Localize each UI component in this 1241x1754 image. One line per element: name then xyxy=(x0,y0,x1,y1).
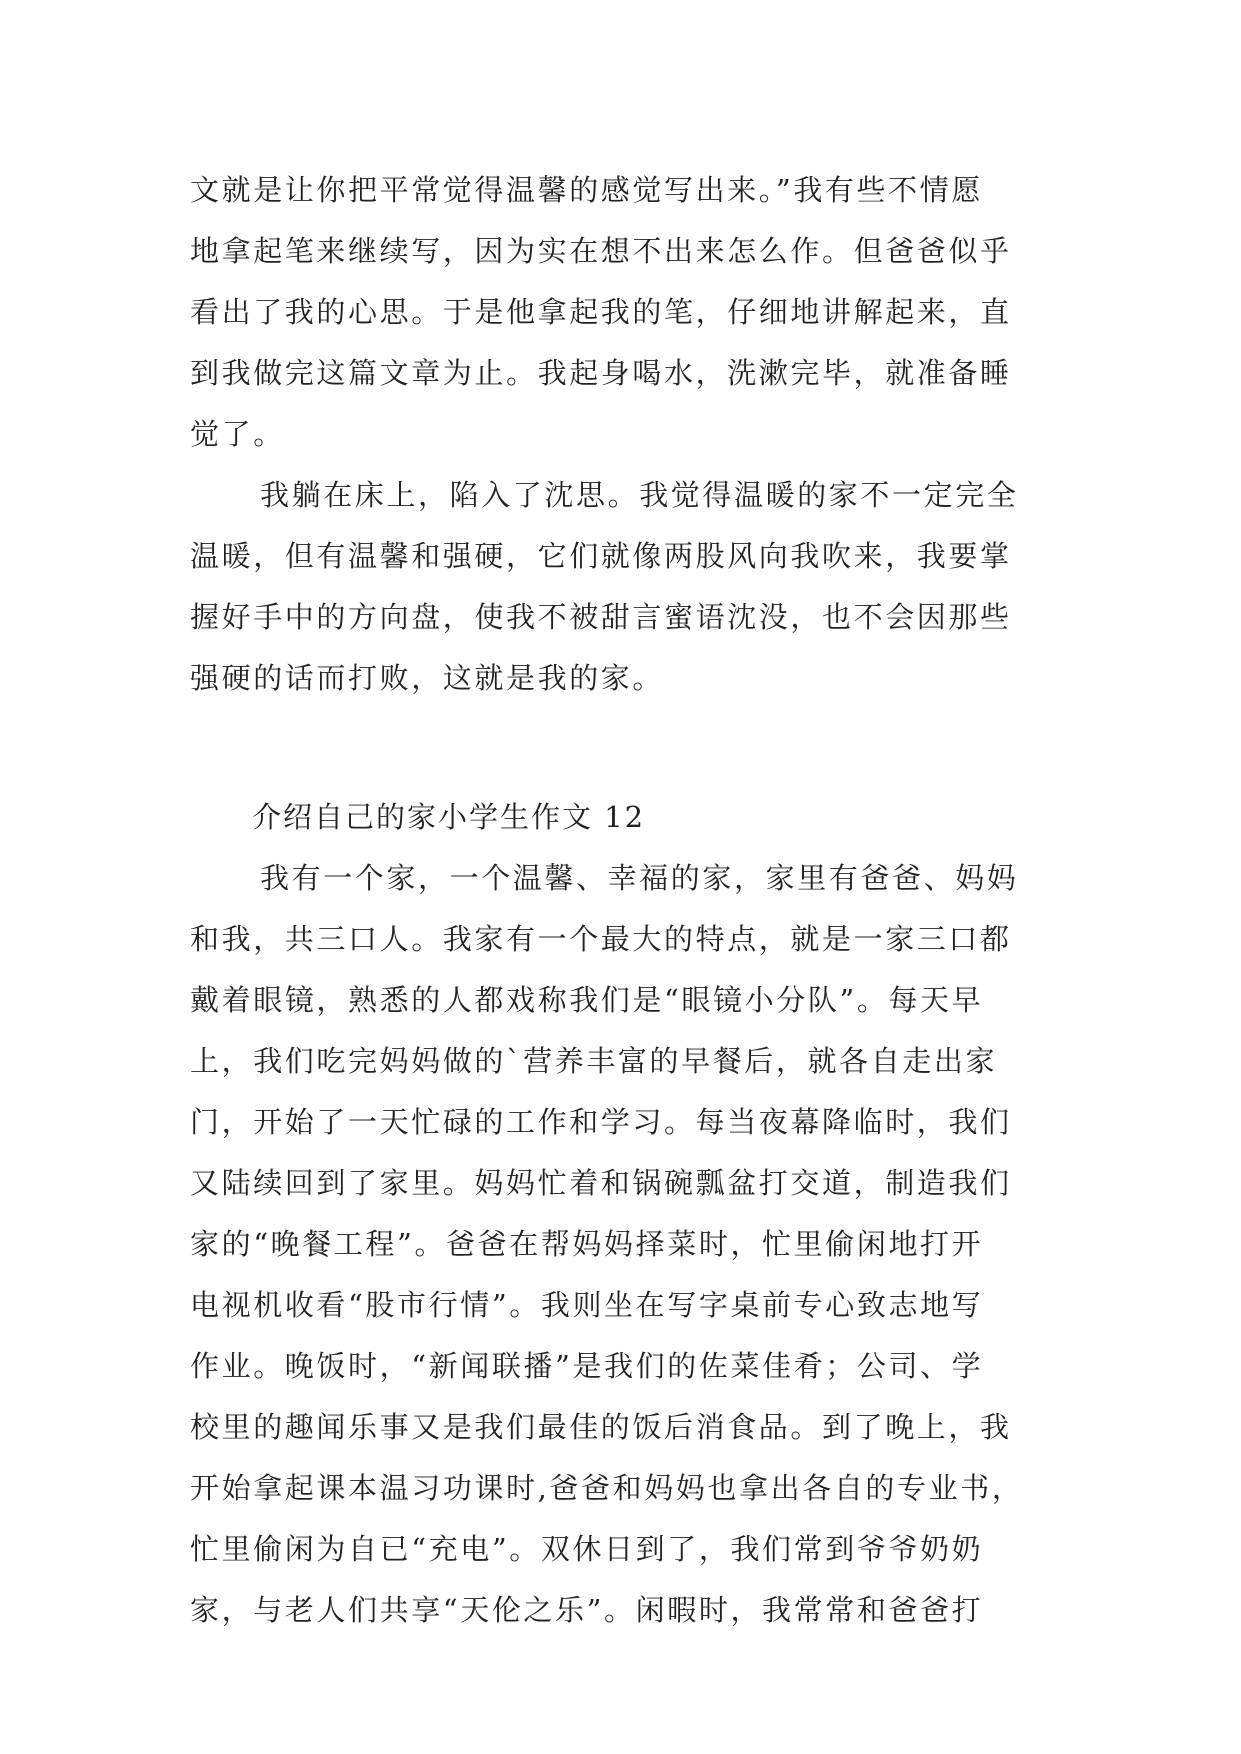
text-line: 家的“晚餐工程”。爸爸在帮妈妈择菜时，忙里偷闲地打开 xyxy=(190,1227,984,1261)
section-spacer xyxy=(190,709,1060,787)
paragraph-1 xyxy=(190,160,1060,465)
text-line: 门，开始了一天忙碌的工作和学习。每当夜幕降临时，我们 xyxy=(190,1105,1012,1139)
section-title: 介绍自己的家小学生作文 12 xyxy=(252,800,646,834)
text-line: 又陆续回到了家里。妈妈忙着和锅碗瓢盆打交道，制造我们 xyxy=(190,1166,1012,1200)
text-line: 握好手中的方向盘，使我不被甜言蜜语沈没，也不会因那些 xyxy=(190,600,1012,634)
text-line: 地拿起笔来继续写，因为实在想不出来怎么作。但爸爸似乎 xyxy=(190,234,1012,268)
text-line: 戴着眼镜，熟悉的人都戏称我们是“眼镜小分队”。每天早 xyxy=(190,983,984,1017)
text-line: 开始拿起课本温习功课时,爸爸和妈妈也拿出各自的专业书， xyxy=(190,1471,1024,1505)
text-line: 我躺在床上，陷入了沈思。我觉得温暖的家不一定完全 xyxy=(260,478,1019,512)
text-line: 我有一个家，一个温馨、幸福的家，家里有爸爸、妈妈 xyxy=(260,861,1019,895)
text-line: 家，与老人们共享“天伦之乐”。闲暇时，我常常和爸爸打 xyxy=(190,1593,984,1627)
text-line: 电视机收看“股市行情”。我则坐在写字桌前专心致志地写 xyxy=(190,1288,984,1322)
text-line: 忙里偷闲为自已“充电”。双休日到了，我们常到爷爷奶奶 xyxy=(190,1532,984,1566)
text-line: 作业。晚饭时，“新闻联播”是我们的佐菜佳肴；公司、学 xyxy=(190,1349,984,1383)
text-line: 看出了我的心思。于是他拿起我的笔，仔细地讲解起来，直 xyxy=(190,295,1012,329)
text-line: 强硬的话而打败，这就是我的家。 xyxy=(190,661,665,695)
text-line: 到我做完这篇文章为止。我起身喝水，洗漱完毕，就准备睡 xyxy=(190,356,1012,390)
text-line: 觉了。 xyxy=(190,417,285,451)
text-line: 上，我们吃完妈妈做的`营养丰富的早餐后，就各自走出家 xyxy=(190,1044,998,1078)
text-line: 和我，共三口人。我家有一个最大的特点，就是一家三口都 xyxy=(190,922,1012,956)
text-line: 温暖，但有温馨和强硬，它们就像两股风向我吹来，我要掌 xyxy=(190,539,1012,573)
text-line: 校里的趣闻乐事又是我们最佳的饭后消食品。到了晚上，我 xyxy=(190,1410,1012,1444)
paragraph-2 xyxy=(190,465,1060,709)
paragraph-3 xyxy=(190,848,1060,1641)
text-line: 文就是让你把平常觉得温馨的感觉写出来。”我有些不情愿 xyxy=(190,173,983,207)
document-body xyxy=(190,160,1060,1641)
